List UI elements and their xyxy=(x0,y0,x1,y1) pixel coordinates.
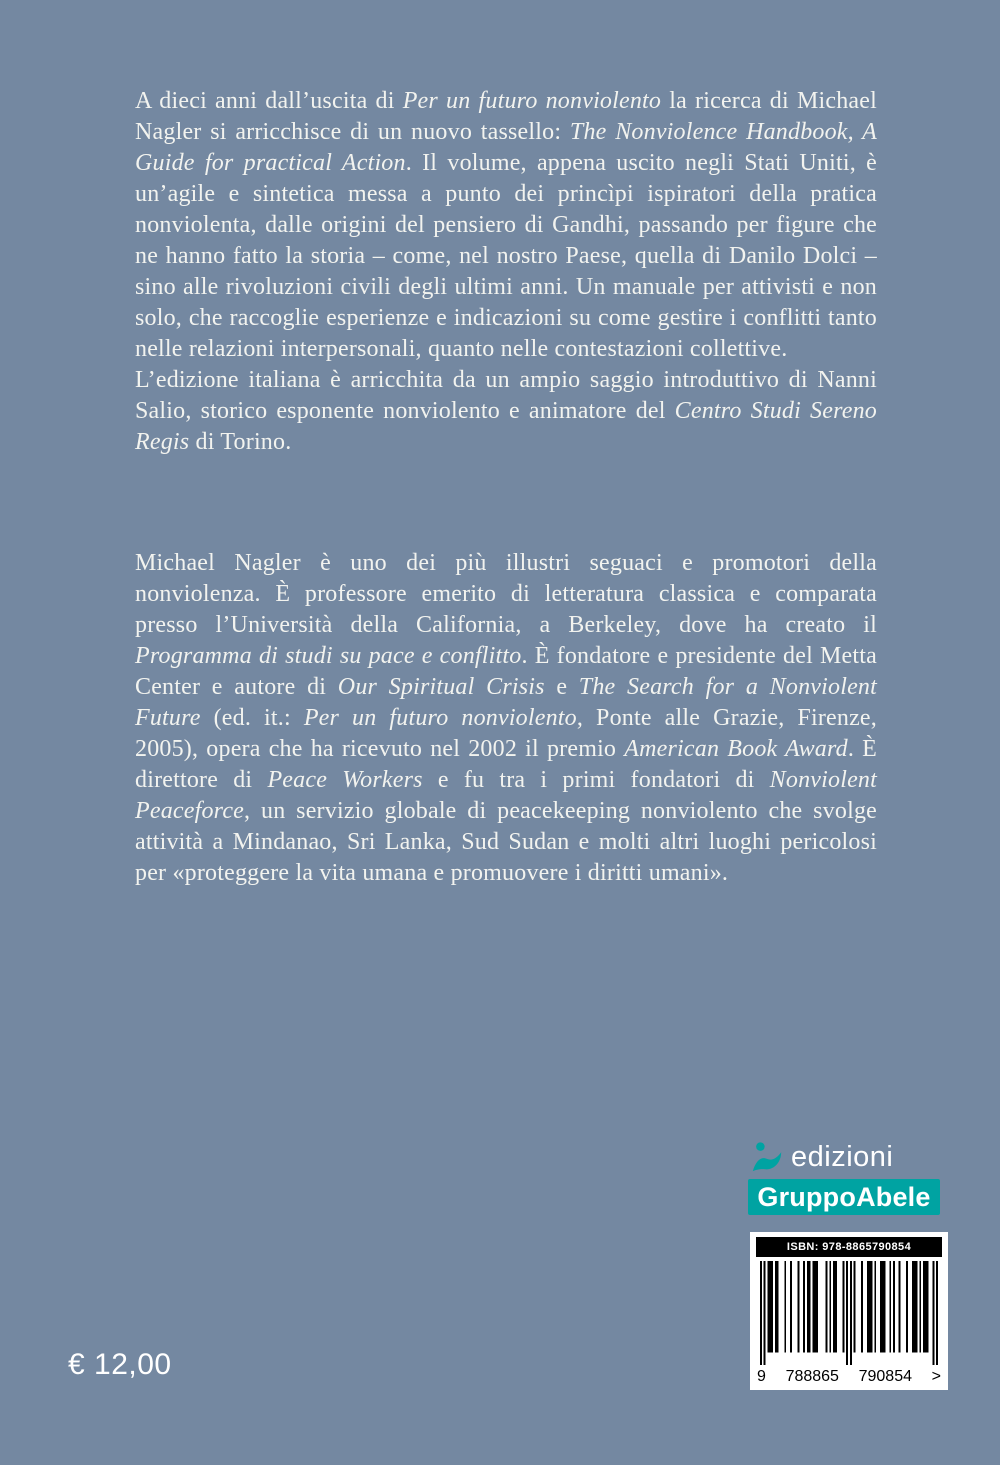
gruppo-abele-logo-icon xyxy=(750,1140,784,1174)
barcode-digits xyxy=(756,1365,942,1386)
publisher-logo xyxy=(748,1140,940,1215)
edition-note-paragraph: L’edizione italiana è arricchita da un ampio saggio introduttivo di Nanni Salio, storico esponente nonviolento e animatore del Centro Studi Sereno Regis di Torino. xyxy=(135,367,877,455)
author-bio-block xyxy=(135,548,877,889)
author-bio-paragraph: Michael Nagler è uno dei più illustri seguaci e promotori della nonviolenza. È professore emerito di letteratura classica e comparata presso l’Università della California, a Berkeley, dove ha creato il Programma di studi su pace e conflitto. È fondatore e presidente del Metta Center e autore di Our Spiritual Crisis e The Search for a Nonviolent Future (ed. it.: Per un futuro nonviolento, Ponte alle Grazie, Firenze, 2005), opera che ha ricevuto nel 2002 il premio American Book Award. È direttore di Peace Workers e fu tra i primi fondatori di Nonviolent Peaceforce, un servizio globale di peacekeeping nonviolento che svolge attività a Mindanao, Sri Lanka, Sud Sudan e molti altri luoghi pericolosi per «proteggere la vita umana e promuovere i diritti umani». xyxy=(135,550,878,886)
publisher-name: GruppoAbele xyxy=(757,1181,931,1212)
synopsis-paragraph: A dieci anni dall’uscita di Per un futuro nonviolento la ricerca di Michael Nagler si arricchisce di un nuovo tassello: The Nonviolence Handbook, A Guide for practical Action. Il volume, appena uscito negli Stati Uniti, è un’agile e sintetica messa a punto dei princìpi ispiratori della pratica nonviolenta, dalle origini del pensiero di Gandhi, passando per figure che ne hanno fatto la storia – come, nel nostro Paese, quella di Danilo Dolci – sino alle rivoluzioni civili degli ultimi anni. Un manuale per attivisti e non solo, che raccoglie esperienze e indicazioni su come gestire i conflitti tanto nelle relazioni interpersonali, quanto nelle contestazioni collettive. xyxy=(135,88,877,362)
publisher-imprint-row xyxy=(748,1140,940,1174)
barcode-digit-group: 788865 xyxy=(785,1368,839,1385)
barcode-bars xyxy=(760,1261,938,1365)
isbn-label: ISBN: 978-8865790854 xyxy=(756,1237,942,1257)
publisher-name-bar xyxy=(748,1179,940,1215)
barcode-digit-group: 790854 xyxy=(858,1368,912,1385)
barcode-bars-area xyxy=(756,1257,942,1365)
price-label: € 12,00 xyxy=(68,1348,172,1381)
barcode-digit-group: > xyxy=(931,1368,941,1385)
isbn-barcode-box xyxy=(750,1232,948,1390)
barcode-digit-group: 9 xyxy=(757,1368,766,1385)
publisher-imprint: edizioni xyxy=(791,1140,894,1173)
synopsis-block xyxy=(135,86,877,458)
